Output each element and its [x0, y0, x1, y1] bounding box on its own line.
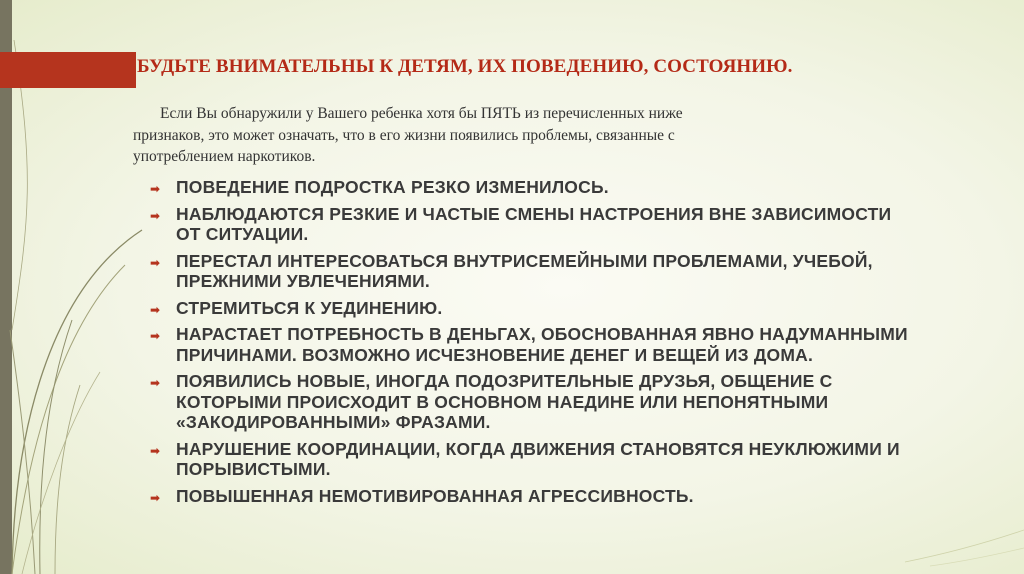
list-item: [150, 177, 910, 198]
signs-list: [150, 177, 910, 512]
intro-paragraph: Если Вы обнаружили у Вашего ребенка хотя бы ПЯТЬ из перечисленных ниже признаков, это может означать, что в его жизни появились проблемы, связанные с употреблением наркотиков.: [133, 105, 683, 165]
arrow-bullet-icon: ➡: [150, 490, 161, 505]
arrow-bullet-icon: ➡: [150, 329, 161, 343]
slide-title: БУДЬТЕ ВНИМАТЕЛЬНЫ К ДЕТЯМ, ИХ ПОВЕДЕНИЮ, СОСТОЯНИЮ.: [137, 56, 793, 77]
list-item-text: НАРУШЕНИЕ КООРДИНАЦИИ, КОГДА ДВИЖЕНИЯ СТАНОВЯТСЯ НЕУКЛЮЖИМИ И ПОРЫВИСТЫМИ.: [176, 438, 900, 479]
list-item-text: ПОВЕДЕНИЕ ПОДРОСТКА РЕЗКО ИЗМЕНИЛОСЬ.: [176, 177, 609, 197]
list-item: [150, 486, 910, 507]
list-item: [150, 371, 910, 433]
list-item: [150, 204, 910, 245]
list-item-text: СТРЕМИТЬСЯ К УЕДИНЕНИЮ.: [176, 297, 443, 318]
arrow-bullet-icon: ➡: [150, 182, 161, 196]
arrow-bullet-icon: ➡: [150, 443, 161, 458]
list-item-text: ПОВЫШЕННАЯ НЕМОТИВИРОВАННАЯ АГРЕССИВНОСТЬ.: [176, 485, 694, 506]
arrow-bullet-icon: ➡: [150, 208, 161, 223]
list-item-text: НАРАСТАЕТ ПОТРЕБНОСТЬ В ДЕНЬГАХ, ОБОСНОВАННАЯ ЯВНО НАДУМАННЫМИ ПРИЧИНАМИ. ВОЗМОЖНО ИСЧЕЗНОВЕНИЕ ДЕНЕГ И ВЕЩЕЙ ИЗ ДОМА.: [176, 324, 908, 365]
list-item-text: ПЕРЕСТАЛ ИНТЕРЕСОВАТЬСЯ ВНУТРИСЕМЕЙНЫМИ ПРОБЛЕМАМИ, УЧЕБОЙ, ПРЕЖНИМИ УВЛЕЧЕНИЯМИ.: [176, 250, 873, 291]
arrow-bullet-icon: ➡: [150, 376, 161, 390]
arrow-bullet-icon: ➡: [150, 255, 161, 270]
list-item-text: ПОЯВИЛИСЬ НОВЫЕ, ИНОГДА ПОДОЗРИТЕЛЬНЫЕ ДРУЗЬЯ, ОБЩЕНИЕ С КОТОРЫМИ ПРОИСХОДИТ В ОСНОВНОМ НАЕДИНЕ ИЛИ НЕПОНЯТНЫМИ «ЗАКОДИРОВАННЫМИ» ФРАЗАМИ.: [176, 371, 833, 432]
list-item-text: НАБЛЮДАЮТСЯ РЕЗКИЕ И ЧАСТЫЕ СМЕНЫ НАСТРОЕНИЯ ВНЕ ЗАВИСИМОСТИ ОТ СИТУАЦИИ.: [176, 203, 892, 244]
list-item: [150, 324, 910, 365]
title-ribbon: [0, 52, 136, 88]
list-item: [150, 439, 910, 480]
arrow-bullet-icon: ➡: [150, 302, 161, 317]
list-item: [150, 251, 910, 292]
list-item: [150, 298, 910, 319]
